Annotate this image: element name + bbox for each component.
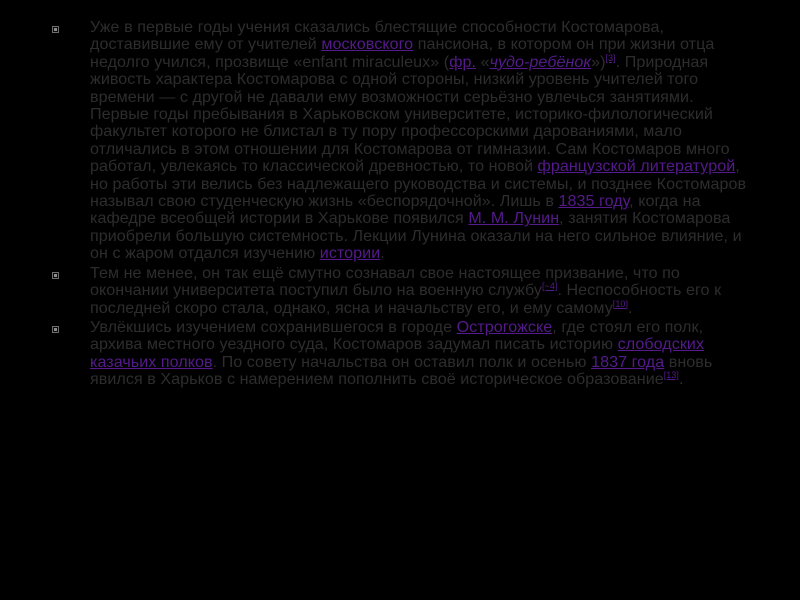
bullet-text: Тем не менее, он так ещё смутно сознавал свое настоящее призвание, что по окончании университета поступил было на военную службу (90, 263, 680, 300)
link-lunin[interactable]: М. М. Лунин (468, 209, 560, 228)
footnote-ref-3[interactable]: [3] (605, 52, 616, 63)
bullet-text: , занятия Костомарова приобрели большую системность. Лекции Лунина оказали на него сильное влияние, и он с жаром отдался изучению (90, 209, 742, 263)
square-bullet-icon (52, 26, 59, 33)
bullet-text: . (628, 298, 633, 317)
square-bullet-icon (52, 326, 59, 333)
link-fr[interactable]: фр. (449, 52, 477, 71)
footnote-ref-10[interactable]: [10] (612, 298, 629, 309)
bullet-text: Увлёкшись изучением сохранившегося в городе (90, 317, 457, 336)
bullet-text: . Природная живость характера Костомарова с одной стороны, низкий уровень учителей того времени — с другой не давали ему возможности серьёзно увлечься занятиями. Первые годы пребывания в Харьковском университете, историко-филологический факультет которого не блистал в ту пору профессорскими дарованиями, мало отличались в этом отношении для Костомарова от гимназии. Сам Костомаров много работал, увлекаясь то классической древностью, то новой (90, 52, 730, 176)
link-frantsuzskoy-literaturoy[interactable]: французской литературой (537, 157, 736, 176)
bullet-text: . По совету начальства он оставил полк и осенью (212, 352, 592, 371)
bullet-text: , когда на кафедре всеобщей истории в Харькове появился (90, 192, 701, 228)
bullet-item-3 (52, 319, 752, 389)
link-1835-godu[interactable]: 1835 году (558, 192, 630, 211)
bullet-text: . Неспособность его к последней скоро стала, однако, ясна и начальству его, и ему самому (90, 281, 722, 317)
footnote-ref-4[interactable]: [~4] (541, 281, 558, 292)
bullet-text: . (678, 370, 684, 389)
link-ostrogozhske[interactable]: Острогожске (456, 317, 553, 336)
square-bullet-icon (52, 272, 59, 279)
bullet-text: , где стоял его полк, архива местного уездного суда, Костомаров задумал писать историю (90, 317, 704, 354)
bullet-item-2 (52, 265, 752, 317)
bullet-text: вновь явился в Харьков с намерением пополнить своё историческое образование (90, 352, 713, 389)
bullet-item-1 (52, 19, 752, 263)
bullet-text: , но работы эти велись без надлежащего руководства и системы, и позднее Костомаров называл свою студенческую жизнь «беспорядочной». Лишь в (90, 157, 747, 211)
link-1837-goda[interactable]: 1837 года (591, 352, 665, 371)
link-chudo-rebenok[interactable]: чудо-ребёнок (489, 52, 592, 71)
bullet-text: ») (591, 52, 606, 71)
link-istorii[interactable]: истории (319, 244, 381, 263)
bullet-list (52, 19, 752, 391)
bullet-text: Уже в первые годы учения сказались блестящие способности Костомарова, доставившие ему от учителей (90, 18, 664, 54)
link-moskovskogo[interactable]: московского (321, 35, 414, 54)
bullet-text: пансиона, в котором он при жизни отца недолго учился, прозвище «enfant miraculeux» ( (90, 35, 715, 71)
link-slobodskih-kazachih-polkov[interactable]: слободских казачьих полков (90, 335, 705, 371)
bullet-text: . (380, 244, 385, 263)
bullet-text: « (476, 52, 490, 71)
footnote-ref-13[interactable]: [13] (663, 370, 679, 381)
